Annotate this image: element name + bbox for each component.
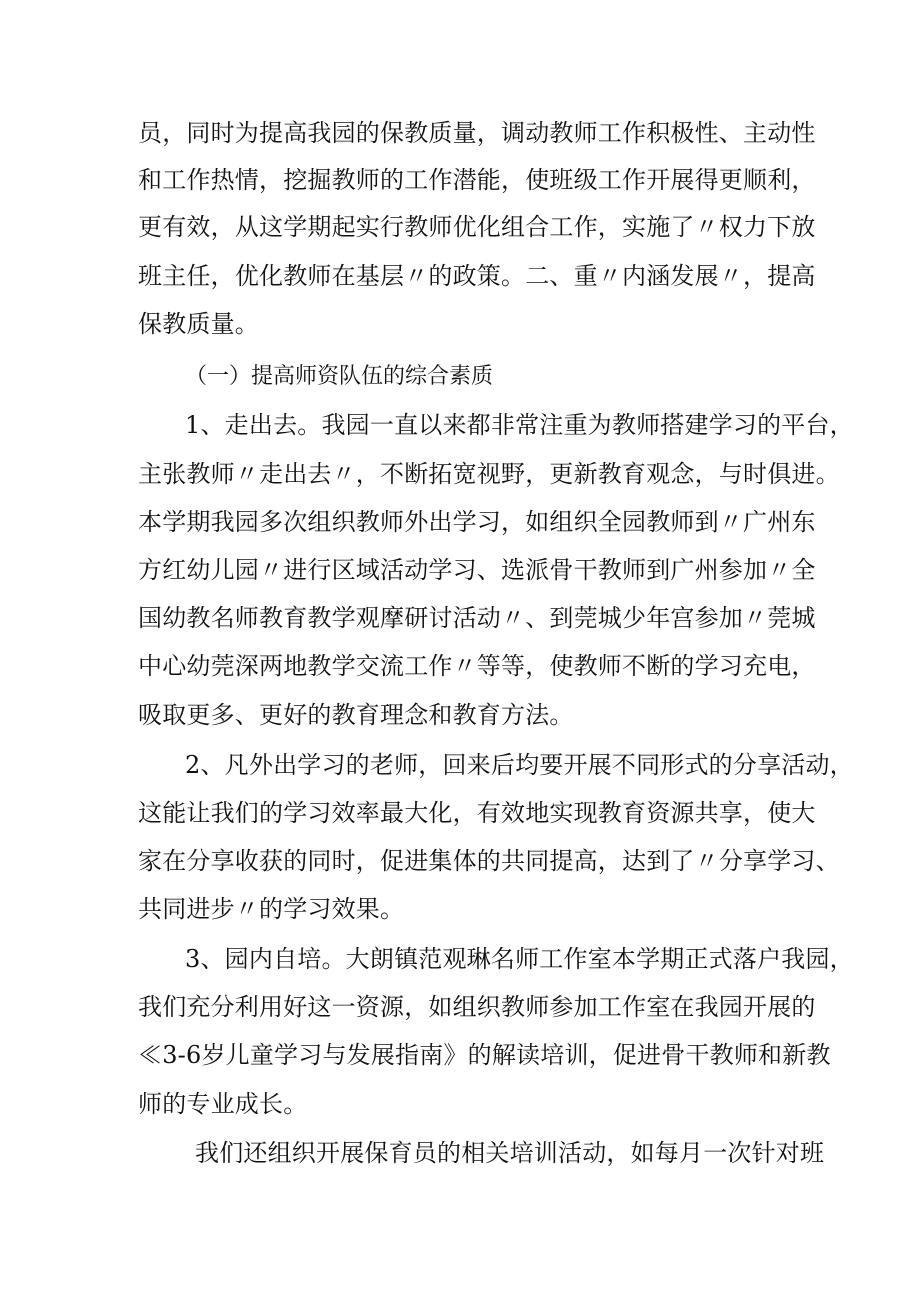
text-line: 和工作热情，挖掘教师的工作潜能，使班级工作开展得更顺利， [138, 166, 816, 194]
text-line: 家在分享收获的同时，促进集体的共同提高，达到了〃分享学习、 [138, 847, 840, 875]
text-line: 员，同时为提高我园的保教质量，调动教师工作积极性、主动性 [138, 119, 816, 147]
text-line: 共同进步〃的学习效果。 [138, 895, 405, 923]
text-line: 保教质量。 [138, 310, 259, 338]
text-line: 本学期我园多次组织教师外出学习，如组织全园教师到〃广州东 [138, 508, 816, 536]
text-line: 国幼教名师教育教学观摩研讨活动〃、到莞城少年宫参加〃莞城 [138, 604, 816, 632]
text-line: ≪3-6岁儿童学习与发展指南》的解读培训，促进骨干教师和新教 [138, 1041, 831, 1069]
text-line: 方红幼儿园〃进行区域活动学习、选派骨干教师到广州参加〃全 [138, 556, 816, 584]
text-line: 3、园内自培。大朗镇范观琳名师工作室本学期正式落户我园， [185, 945, 854, 973]
text-line: 2、凡外出学习的老师，回来后均要开展不同形式的分享活动， [185, 751, 854, 779]
text-line: 中心幼莞深两地教学交流工作〃等等，使教师不断的学习充电， [138, 652, 816, 680]
text-line: 吸取更多、更好的教育理念和教育方法。 [138, 701, 574, 729]
text-line: 主张教师〃走出去〃，不断拓宽视野，更新教育观念，与时俱进。 [138, 460, 840, 488]
text-line: 这能让我们的学习效率最大化，有效地实现教育资源共享，使大 [138, 799, 816, 827]
text-line: 1、走出去。我园一直以来都非常注重为教师搭建学习的平台， [185, 411, 854, 439]
text-line: 班主任，优化教师在基层〃的政策。二、重〃内涵发展〃，提高 [138, 262, 816, 290]
section-heading: （一）提高师资队伍的综合素质 [185, 364, 494, 389]
text-line: 更有效，从这学期起实行教师优化组合工作，实施了〃权力下放 [138, 213, 816, 241]
text-line: 师的专业成长。 [138, 1090, 308, 1118]
text-line: 我们还组织开展保育员的相关培训活动，如每月一次针对班 [195, 1139, 825, 1167]
text-line: 我们充分利用好这一资源，如组织教师参加工作室在我园开展的 [138, 993, 816, 1021]
